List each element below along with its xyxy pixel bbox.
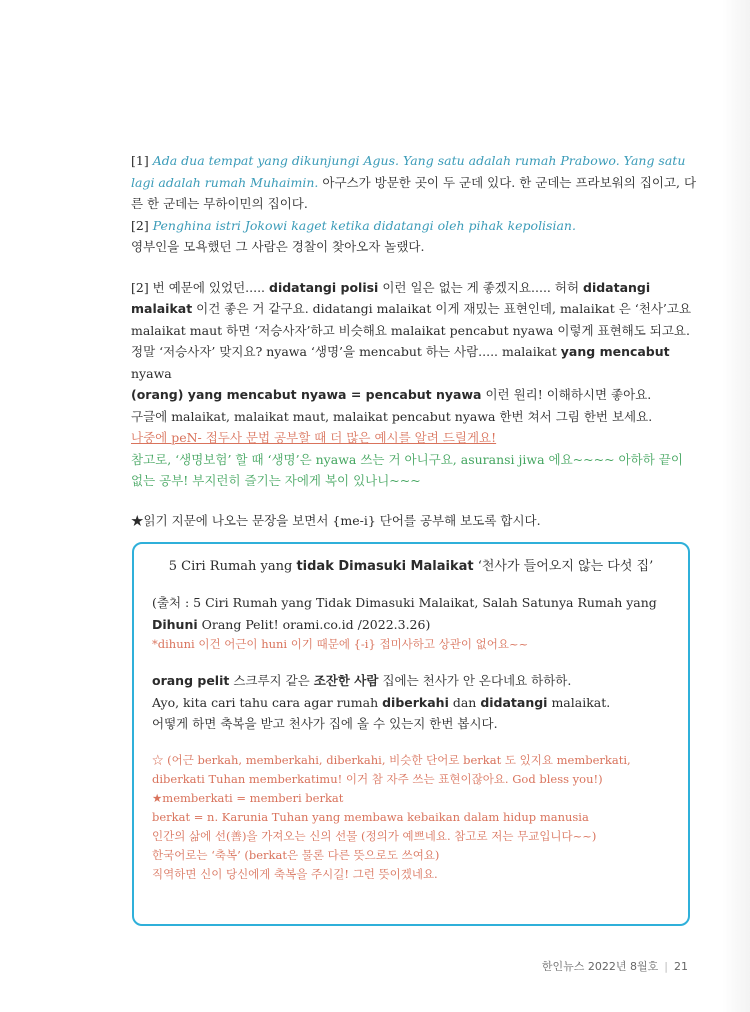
s1-text: 집에는 천사가 안 온다네요 하하하. bbox=[378, 673, 572, 688]
passage-title-korean: ‘천사가 들어오지 않는 다섯 집’ bbox=[473, 559, 654, 574]
phrase-yang-mencabut: yang mencabut bbox=[560, 344, 670, 359]
example-1-number: [1] bbox=[131, 153, 153, 168]
phrase-didatangi-polisi: didatangi polisi bbox=[269, 279, 379, 295]
example-2 bbox=[131, 215, 697, 237]
source-bold: Dihuni bbox=[152, 616, 198, 632]
sentence-2 bbox=[152, 692, 670, 714]
explanation-text: [2] 번 예문에 있었던..... bbox=[131, 279, 269, 295]
s1-bold: 조잔한 사람 bbox=[313, 673, 379, 688]
example-2-indonesian: Penghina istri Jokowi kaget ketika didatangi oleh pihak kepolisian. bbox=[152, 217, 576, 233]
explanation-text: nyawa bbox=[131, 365, 172, 381]
formula-bold: (orang) yang mencabut nyawa = pencabut nyawa bbox=[131, 387, 482, 402]
s1-bold: orang pelit bbox=[152, 673, 230, 688]
source-text: Orang Pelit! orami.co.id /2022.3.26) bbox=[197, 616, 431, 632]
s2-text: dan bbox=[448, 694, 481, 710]
footer-label: 한인뉴스 2022년 8월호 bbox=[541, 960, 659, 973]
page-footer bbox=[542, 958, 688, 974]
s1-text: 스크루지 같은 bbox=[229, 673, 314, 688]
passage-source bbox=[152, 592, 670, 635]
sentence-3: 어떻게 하면 축복을 받고 천사가 집에 올 수 있는지 한번 봅시다. bbox=[152, 716, 498, 731]
passage-title-text: 5 Ciri Rumah yang bbox=[168, 559, 297, 574]
note-6: 직역하면 신이 당신에게 축복을 주시길! 그런 뜻이겠네요. bbox=[152, 866, 438, 881]
s2-text: Ayo, kita cari tahu cara agar rumah bbox=[152, 694, 383, 710]
reading-instruction: ★읽기 지문에 나오는 문장을 보면서 {me-i} 단어를 공부해 보도록 합시다. bbox=[131, 512, 541, 528]
source-text: (출처 : 5 Ciri Rumah yang Tidak Dimasuki Malaikat, Salah Satunya Rumah yang bbox=[152, 595, 657, 610]
example-1-indonesian: Ada dua tempat yang dikunjungi Agus. Yang satu adalah rumah Prabowo. Yang satu lagi adalah rumah Muhaimin. bbox=[131, 153, 686, 190]
explanation-paragraph bbox=[131, 277, 697, 385]
example-1 bbox=[131, 150, 697, 215]
note-3: berkat = n. Karunia Tuhan yang membawa kebaikan dalam hidup manusia bbox=[152, 809, 589, 824]
reading-passage-box bbox=[132, 542, 690, 926]
page-number: 21 bbox=[674, 960, 688, 973]
s2-text: malaikat. bbox=[547, 694, 611, 710]
s2-bold: didatangi bbox=[480, 694, 548, 710]
dihuni-note: *dihuni 이건 어근이 huni 이기 때문에 {-i} 접미사하고 상관이 없어요~~ bbox=[152, 637, 529, 651]
passage-title bbox=[152, 556, 670, 578]
note-1: ☆ (어근 berkah, memberkahi, diberkahi, 비슷한 단어로 berkat 도 있지요 memberkati, diberkati Tuhan memberkatimu! 이거 참 자주 쓰는 표현이잖아요. God bless you!) bbox=[152, 752, 631, 786]
pen-prefix-note: 나중에 peN- 접두사 문법 공부할 때 더 많은 예시를 알려 드릴게요! bbox=[131, 430, 497, 445]
explanation-text: 이런 일은 없는 게 좋겠지요..... 허허 bbox=[378, 279, 583, 295]
note-2: ★memberkati = memberi berkat bbox=[152, 790, 344, 805]
reference-note: 참고로, ‘생명보험’ 할 때 ‘생명’은 nyawa 쓰는 거 아니구요, asuransi jiwa 에요~~~~ 아하하 끝이 없는 공부! 부지런히 즐기는 자에게 복이 있나니~~~ bbox=[131, 451, 683, 488]
page-edge-shade bbox=[722, 0, 750, 1012]
formula-line bbox=[131, 384, 697, 406]
note-5: 한국어로는 ‘축복’ (berkat은 물론 다른 뜻으로도 쓰여요) bbox=[152, 847, 440, 862]
example-1-korean: 아구스가 방문한 곳이 두 군데 있다. 한 군데는 프라보워의 집이고, 다른 한 군데는 무하이민의 집이다. bbox=[131, 174, 697, 211]
s2-bold: diberkahi bbox=[382, 694, 449, 710]
explanation-text: 이건 좋은 거 같구요. didatangi malaikat 이게 재밌는 표현인데, malaikat 은 ‘천사’고요 malaikat maut 하면 ‘저승사자’하고 비슷해요 malaikat pencabut nyawa 이렇게 표현해도 되고요. 정말 ‘저승사자’ 맞지요? nyawa ‘생명’을 mencabut 하는 사람..... malaikat bbox=[131, 301, 692, 359]
article-body bbox=[131, 150, 697, 531]
example-2-translation: 영부인을 모욕했던 그 사람은 경찰이 찾아오자 놀랬다. bbox=[131, 239, 425, 254]
sentence-1 bbox=[152, 670, 670, 692]
formula-note: 이런 원리! 이해하시면 좋아요. bbox=[481, 387, 652, 402]
note-4: 인간의 삶에 선(善)을 가져오는 신의 선물 (정의가 예쁘네요. 참고로 저는 무교입니다~~) bbox=[152, 828, 597, 843]
google-tip: 구글에 malaikat, malaikat maut, malaikat pencabut nyawa 한번 쳐서 그림 한번 보세요. bbox=[131, 408, 653, 424]
footer-separator: | bbox=[664, 960, 668, 973]
phrase-didatangi-malaikat: didatangi malaikat bbox=[131, 279, 651, 316]
example-2-number: [2] bbox=[131, 217, 153, 233]
passage-title-bold: tidak Dimasuki Malaikat bbox=[296, 559, 474, 574]
